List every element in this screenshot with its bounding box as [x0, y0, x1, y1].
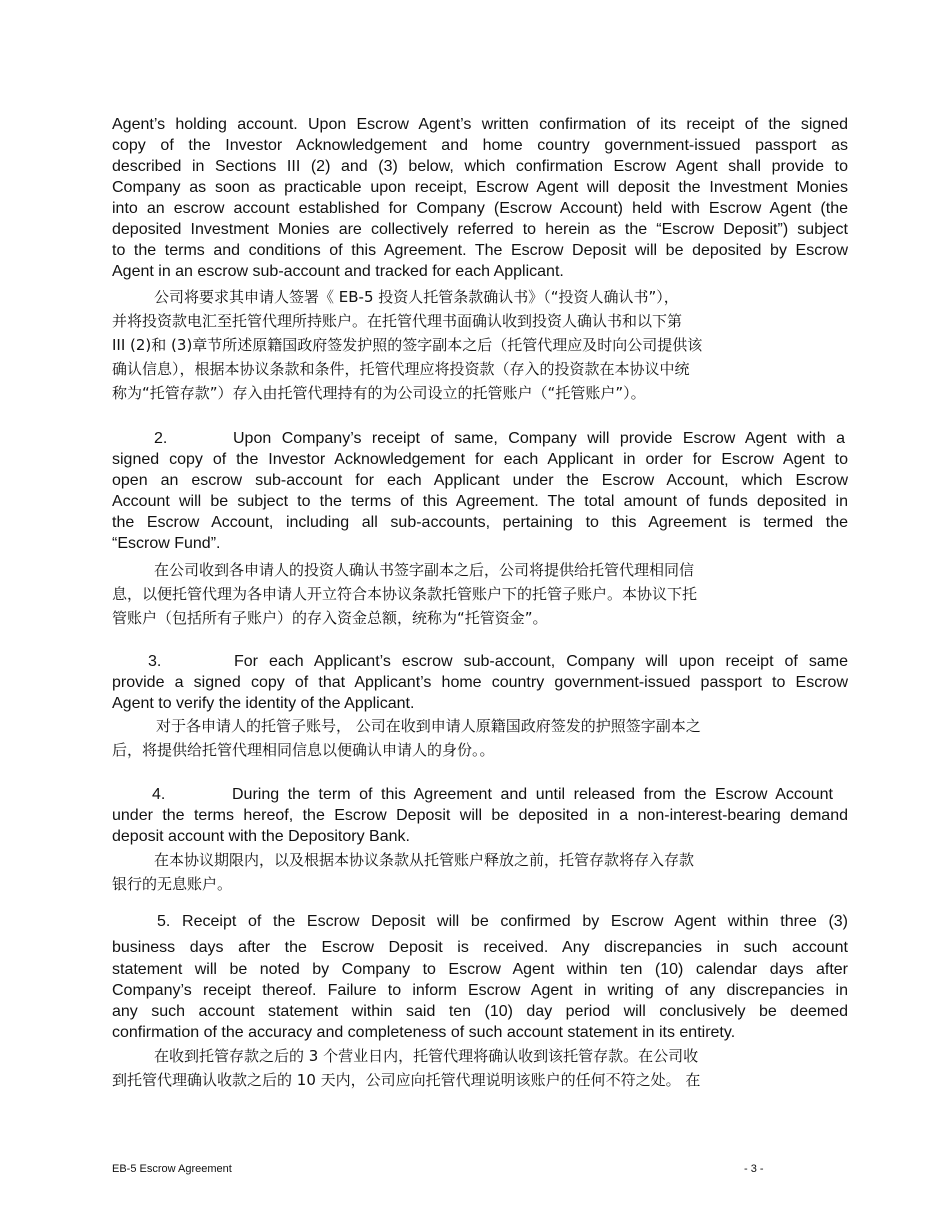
intro-line: into an escrow account established for Company (Escrow Account) held with Escrow Agent (the	[112, 200, 848, 217]
item3-zh-line: 后，将提供给托管代理相同信息以便确认申请人的身份。。	[112, 741, 495, 759]
item2-line: open an escrow sub-account for each Applicant under the Escrow Account, which Escrow	[112, 472, 848, 489]
item2-zh-line: 在公司收到各申请人的投资人确认书签字副本之后，公司将提供给托管代理相同信	[154, 561, 695, 579]
item4-zh-line: 在本协议期限内，以及根据本协议条款从托管账户释放之前，托管存款将存入存款	[154, 851, 695, 869]
item4-line: During the term of this Agreement and until released from the Escrow Account	[232, 786, 833, 803]
item-number: 2.	[154, 430, 168, 447]
intro-line: to the terms and conditions of this Agreement. The Escrow Deposit will be deposited by Escrow	[112, 242, 848, 259]
item5-line: statement will be noted by Company to Escrow Agent within ten (10) calendar days after	[112, 961, 848, 978]
item-number: 3.	[148, 653, 162, 670]
page-number: - 3 -	[744, 1163, 764, 1175]
item2-line: the Escrow Account, including all sub-accounts, pertaining to this Agreement is termed the	[112, 514, 848, 531]
intro-zh-line: 并将投资款电汇至托管代理所持账户。在托管代理书面确认收到投资人确认书和以下第	[112, 312, 683, 330]
intro-zh-line: 称为“托管存款”）存入由托管代理持有的为公司设立的托管账户（“托管账户”）。	[112, 384, 646, 402]
intro-line: copy of the Investor Acknowledgement and home country government-issued passport as	[112, 137, 848, 154]
item5-line: 5. Receipt of the Escrow Deposit will be confirmed by Escrow Agent within three (3)	[157, 913, 848, 930]
item5-line: Company’s receipt thereof. Failure to inform Escrow Agent in writing of any discrepancies in	[112, 982, 848, 999]
item4-zh-line: 银行的无息账户。	[112, 875, 233, 893]
item2-zh-line: 息，以便托管代理为各申请人开立符合本协议条款托管账户下的托管子账户。本协议下托	[112, 585, 698, 603]
item3-zh-line: 对于各申请人的托管子账号， 公司在收到申请人原籍国政府签发的护照签字副本之	[156, 717, 701, 735]
item3-line: For each Applicant’s escrow sub-account, Company will upon receipt of same	[234, 653, 848, 670]
item5-line: any such account statement within said ten (10) day period will conclusively be deemed	[112, 1003, 848, 1020]
item4-line: under the terms hereof, the Escrow Deposit will be deposited in a non-interest-bearing demand	[112, 807, 848, 824]
item2-zh-line: 管账户（包括所有子账户）的存入资金总额，统称为“托管资金”。	[112, 609, 548, 627]
intro-zh-line: 公司将要求其申请人签署《 EB-5 投资人托管条款确认书》（“投资人确认书”），	[154, 288, 679, 306]
intro-line: described in Sections III (2) and (3) below, which confirmation Escrow Agent shall provide to	[112, 158, 848, 175]
item5-zh-line: 在收到托管存款之后的 3 个营业日内，托管代理将确认收到该托管存款。在公司收	[154, 1047, 699, 1065]
intro-line: deposited Investment Monies are collectively referred to herein as the “Escrow Deposit”) subject	[112, 221, 848, 238]
item5-line: business days after the Escrow Deposit is received. Any discrepancies in such account	[112, 939, 848, 956]
intro-line: Agent’s holding account. Upon Escrow Agent’s written confirmation of its receipt of the signed	[112, 116, 848, 133]
item2-line: “Escrow Fund”.	[112, 535, 221, 552]
item5-line: confirmation of the accuracy and completeness of such account statement in its entirety.	[112, 1024, 736, 1041]
intro-line: Company as soon as practicable upon receipt, Escrow Agent will deposit the Investment Monies	[112, 179, 848, 196]
item3-line: Agent to verify the identity of the Applicant.	[112, 695, 415, 712]
intro-line: Agent in an escrow sub-account and tracked for each Applicant.	[112, 263, 564, 280]
intro-zh-line: III (2)和 (3)章节所述原籍国政府签发护照的签字副本之后（托管代理应及时向公司提供该	[112, 336, 703, 354]
item2-line: Account will be subject to the terms of this Agreement. The total amount of funds deposited in	[112, 493, 848, 510]
intro-zh-line: 确认信息），根据本协议条款和条件，托管代理应将投资款（存入的投资款在本协议中统	[112, 360, 690, 378]
item4-line: deposit account with the Depository Bank.	[112, 828, 410, 845]
item2-line: signed copy of the Investor Acknowledgement for each Applicant in order for Escrow Agent to	[112, 451, 848, 468]
item2-line: Upon Company’s receipt of same, Company will provide Escrow Agent with a	[233, 430, 845, 447]
item-number: 4.	[152, 786, 166, 803]
footer-title: EB-5 Escrow Agreement	[112, 1163, 232, 1175]
item3-line: provide a signed copy of that Applicant’s home country government-issued passport to Escrow	[112, 674, 848, 691]
item5-zh-line: 到托管代理确认收款之后的 10 天内，公司应向托管代理说明该账户的任何不符之处。 在	[112, 1071, 701, 1089]
